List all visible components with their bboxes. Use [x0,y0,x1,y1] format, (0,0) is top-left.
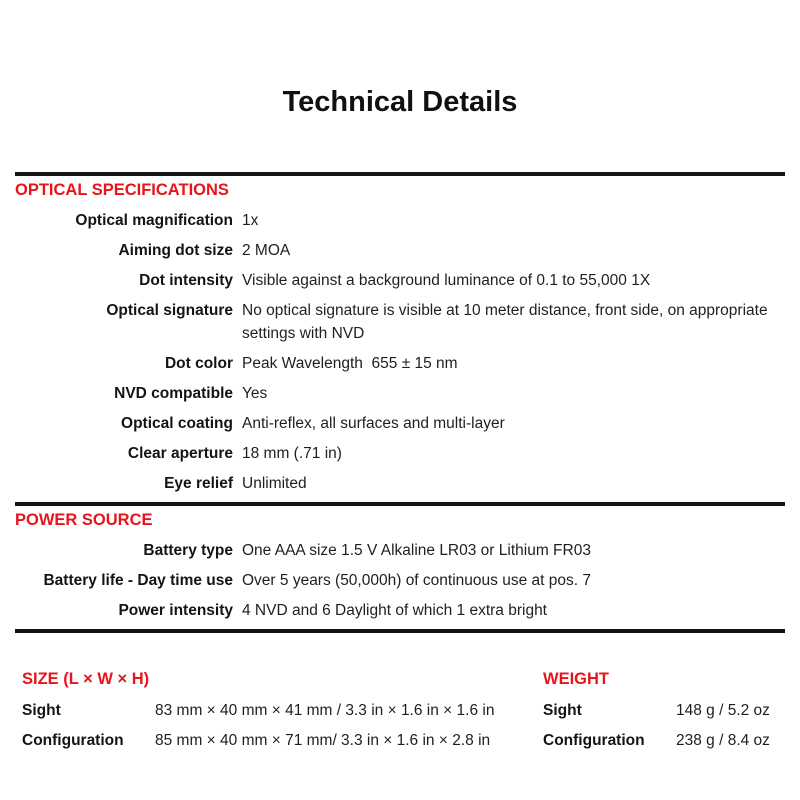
spec-value: Visible against a background luminance of 0.1 to 55,000 1X [242,272,651,289]
spec-label: Optical magnification [75,212,233,229]
spec-label: Power intensity [118,602,233,619]
spec-label: Battery type [143,542,233,559]
spec-label: Aiming dot size [118,242,233,259]
spec-value: 2 MOA [242,242,291,259]
spec-row-eye-relief [15,472,785,495]
spec-label: Configuration [543,732,645,749]
power-spec-rows [15,539,785,622]
spec-label: Sight [543,702,582,719]
section-size [22,669,527,759]
weight-section-heading: WEIGHT [543,670,609,688]
spec-value: No optical signature is visible at 10 meter distance, front side, on appropriate settings with NVD [242,302,772,342]
spec-label: Configuration [22,732,124,749]
spec-value: Unlimited [242,475,307,492]
spec-label: Sight [22,702,61,719]
section-optical-specifications [15,180,785,495]
spec-label: Optical signature [106,302,233,319]
weight-row-configuration [543,729,785,752]
spec-row-battery-type [15,539,785,562]
weight-row-sight [543,699,785,722]
spec-value: Anti-reflex, all surfaces and multi-layer [242,415,505,432]
spec-label: Eye relief [164,475,233,492]
spec-value: 85 mm × 40 mm × 71 mm/ 3.3 in × 1.6 in × 2.8 in [155,732,491,749]
spec-value: 1x [242,212,259,229]
optical-spec-rows [15,209,785,495]
optical-section-heading: OPTICAL SPECIFICATIONS [15,181,229,199]
spec-value: Peak Wavelength 655 ± 15 nm [242,355,458,372]
spec-label: Optical coating [121,415,233,432]
spec-value: Over 5 years (50,000h) of continuous use at pos. 7 [242,572,591,589]
spec-label: Dot intensity [139,272,233,289]
page-title: Technical Details [282,86,518,118]
size-row-configuration [22,729,527,752]
spec-value: Yes [242,385,268,402]
spec-row-dot-intensity [15,269,785,292]
spec-label: Battery life - Day time use [43,572,233,589]
power-section-heading: POWER SOURCE [15,511,153,529]
section-power-source [15,510,785,622]
spec-label: NVD compatible [114,385,233,402]
spec-row-battery-life [15,569,785,592]
spec-value: 4 NVD and 6 Daylight of which 1 extra bright [242,602,547,619]
section-divider-top [15,172,785,176]
spec-row-clear-aperture [15,442,785,465]
spec-row-optical-signature [15,299,785,345]
spec-row-optical-magnification [15,209,785,232]
spec-row-nvd-compatible [15,382,785,405]
section-divider-bottom [15,629,785,633]
section-weight [543,669,785,759]
spec-value: 148 g / 5.2 oz [676,702,770,719]
spec-row-optical-coating [15,412,785,435]
spec-value: One AAA size 1.5 V Alkaline LR03 or Lithium FR03 [242,542,591,559]
size-section-heading: SIZE (L × W × H) [22,670,150,688]
spec-value: 18 mm (.71 in) [242,445,342,462]
spec-row-power-intensity [15,599,785,622]
spec-value: 83 mm × 40 mm × 41 mm / 3.3 in × 1.6 in × 1.6 in [155,702,495,719]
size-weight-panel [15,669,785,759]
spec-label: Clear aperture [127,445,233,462]
section-divider-middle [15,502,785,506]
size-row-sight [22,699,527,722]
spec-value: 238 g / 8.4 oz [676,732,770,749]
spec-row-aiming-dot-size [15,239,785,262]
spec-label: Dot color [164,355,233,372]
spec-row-dot-color [15,352,785,375]
